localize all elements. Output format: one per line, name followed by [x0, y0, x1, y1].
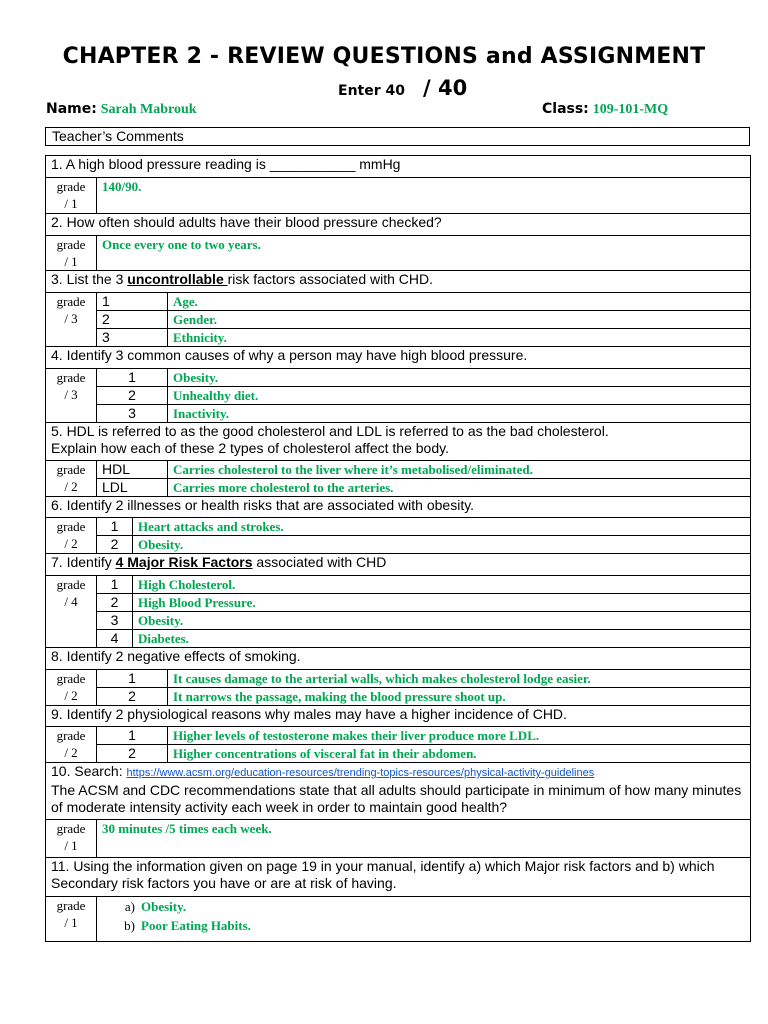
item-number: 3	[97, 405, 168, 423]
acsm-guidelines-link[interactable]: https://www.acsm.org/education-resources/trending-topics-resources/physical-activity-guidelines	[126, 767, 595, 779]
question-5	[46, 423, 751, 461]
answer-7-3[interactable]	[133, 612, 751, 630]
question-5-line-1: 5. HDL is referred to as the good cholesterol and LDL is referred to as the bad cholesterol.	[51, 423, 609, 439]
answer-text: High Blood Pressure.	[138, 595, 256, 610]
class-label: Class:	[542, 101, 589, 117]
item-number: 2	[97, 387, 168, 405]
name-line	[46, 100, 197, 118]
answer-text: Obesity.	[138, 537, 184, 552]
teachers-comments-box[interactable]: Teacher’s Comments	[45, 127, 750, 146]
answer-text: Higher levels of testosterone makes their liver produce more LDL.	[173, 728, 540, 743]
grade-cell[interactable]	[46, 820, 97, 858]
item-number: 1	[97, 293, 168, 311]
grade-word: grade	[56, 179, 86, 194]
question-11: 11. Using the information given on page 19 in your manual, identify a) which Major risk factors and b) which Secondary risk factors you have or are at risk of having.	[46, 858, 751, 897]
grade-cell[interactable]	[46, 178, 97, 214]
question-7	[46, 554, 751, 576]
answer-9-2[interactable]	[168, 745, 751, 763]
item-number: 2	[97, 311, 168, 329]
item-number: 1	[97, 369, 168, 387]
grade-word: grade	[56, 370, 86, 385]
item-number: 1	[97, 670, 168, 688]
item-label: b)	[124, 918, 135, 933]
answer-text: Obesity.	[141, 899, 187, 914]
question-10	[46, 763, 751, 820]
answer-3-3[interactable]	[168, 329, 751, 347]
grade-max: / 2	[64, 745, 78, 760]
search-label: 10. Search:	[51, 763, 127, 779]
answer-text: Obesity.	[138, 613, 184, 628]
answer-6-2[interactable]	[133, 536, 751, 554]
grade-max: / 2	[64, 536, 78, 551]
question-7-end: associated with CHD	[252, 554, 387, 570]
grade-max: / 1	[64, 915, 78, 930]
grade-word: grade	[56, 671, 86, 686]
grade-max: / 3	[64, 311, 78, 326]
answer-text: Higher concentrations of visceral fat in their abdomen.	[173, 746, 477, 761]
question-3	[46, 271, 751, 293]
item-number: 3	[97, 612, 133, 630]
item-number: 2	[97, 745, 168, 763]
grade-word: grade	[56, 728, 86, 743]
question-3-end: risk factors associated with CHD.	[227, 271, 434, 287]
grade-cell[interactable]	[46, 236, 97, 271]
grade-word: grade	[56, 237, 86, 252]
grade-word: grade	[56, 821, 86, 836]
answer-10[interactable]	[97, 820, 751, 858]
grade-cell[interactable]	[46, 518, 97, 554]
grade-max: / 1	[64, 196, 78, 211]
item-label: LDL	[97, 479, 168, 497]
answer-text: Age.	[173, 294, 198, 309]
grade-max: / 2	[64, 688, 78, 703]
answer-6-1[interactable]	[133, 518, 751, 536]
grade-cell[interactable]	[46, 897, 97, 942]
item-number: 1	[97, 576, 133, 594]
answer-text: It causes damage to the arterial walls, which makes cholesterol lodge easier.	[173, 671, 591, 686]
answer-text: Once every one to two years.	[102, 237, 261, 252]
answer-text: It narrows the passage, making the blood pressure shoot up.	[173, 689, 506, 704]
answer-text: Ethnicity.	[173, 330, 227, 345]
grade-cell[interactable]	[46, 369, 97, 423]
page-title: CHAPTER 2 - REVIEW QUESTIONS and ASSIGNMENT	[62, 44, 706, 69]
grade-word: grade	[56, 577, 86, 592]
item-number: 2	[97, 536, 133, 554]
answer-2[interactable]	[97, 236, 751, 271]
answer-text: Carries more cholesterol to the arteries.	[173, 480, 394, 495]
class-value[interactable]: 109-101-MQ	[592, 102, 669, 117]
name-value[interactable]: Sarah Mabrouk	[100, 102, 197, 117]
question-2: 2. How often should adults have their blood pressure checked?	[46, 214, 751, 236]
grade-max: / 3	[64, 387, 78, 402]
item-number: 2	[97, 688, 168, 706]
answer-text: Gender.	[173, 312, 217, 327]
item-number: 1	[97, 727, 168, 745]
question-1: 1. A high blood pressure reading is ___________ mmHg	[46, 156, 751, 178]
class-line	[542, 100, 668, 118]
item-label: a)	[124, 899, 135, 914]
answer-3-1[interactable]	[168, 293, 751, 311]
answer-1[interactable]	[97, 178, 751, 214]
answer-text: Heart attacks and strokes.	[138, 519, 284, 534]
grade-cell[interactable]	[46, 727, 97, 763]
grade-word: grade	[56, 294, 86, 309]
answer-8-2[interactable]	[168, 688, 751, 706]
grade-cell[interactable]	[46, 293, 97, 347]
question-9: 9. Identify 2 physiological reasons why males may have a higher incidence of CHD.	[46, 706, 751, 727]
answer-7-2[interactable]	[133, 594, 751, 612]
question-3-emphasis: uncontrollable	[127, 271, 228, 287]
answer-11-a	[115, 897, 745, 916]
answer-text: 140/90.	[102, 179, 142, 194]
item-number: 1	[97, 518, 133, 536]
question-6: 6. Identify 2 illnesses or health risks that are associated with obesity.	[46, 497, 751, 518]
score-line	[338, 76, 467, 100]
grade-cell[interactable]	[46, 461, 97, 497]
score-total: / 40	[422, 76, 468, 100]
question-7-start: 7. Identify	[51, 554, 116, 570]
grade-max: / 4	[64, 594, 78, 609]
answer-11-b	[115, 916, 745, 935]
answer-text: Inactivity.	[173, 406, 229, 421]
answer-8-1[interactable]	[168, 670, 751, 688]
answer-7-1[interactable]	[133, 576, 751, 594]
answer-text: Carries cholesterol to the liver where it’s metabolised/eliminated.	[173, 462, 533, 477]
answer-5-ldl[interactable]	[168, 479, 751, 497]
grade-max: / 1	[64, 838, 78, 853]
answer-4-2[interactable]	[168, 387, 751, 405]
grade-cell[interactable]	[46, 670, 97, 706]
answer-text: Obesity.	[173, 370, 219, 385]
answer-9-1[interactable]	[168, 727, 751, 745]
item-number: 4	[97, 630, 133, 648]
question-4: 4. Identify 3 common causes of why a person may have high blood pressure.	[46, 347, 751, 369]
grade-max: / 2	[64, 479, 78, 494]
question-3-start: 3. List the 3	[51, 271, 128, 287]
answer-text: Diabetes.	[138, 631, 189, 646]
answer-text: Poor Eating Habits.	[141, 918, 251, 933]
item-label: HDL	[97, 461, 168, 479]
question-5-line-2: Explain how each of these 2 types of cholesterol affect the body.	[51, 440, 449, 456]
answer-3-2[interactable]	[168, 311, 751, 329]
grade-cell[interactable]	[46, 576, 97, 648]
grade-word: grade	[56, 898, 86, 913]
answer-11[interactable]	[97, 897, 751, 942]
question-7-emphasis: 4 Major Risk Factors	[115, 554, 253, 570]
grade-word: grade	[56, 519, 86, 534]
name-label: Name:	[46, 101, 97, 117]
answer-4-1[interactable]	[168, 369, 751, 387]
questions-table	[45, 155, 751, 942]
answer-5-hdl[interactable]	[168, 461, 751, 479]
grade-max: / 1	[64, 254, 78, 269]
answer-7-4[interactable]	[133, 630, 751, 648]
item-number: 3	[97, 329, 168, 347]
answer-4-3[interactable]	[168, 405, 751, 423]
enter-score-label: Enter 40	[338, 83, 405, 99]
question-8: 8. Identify 2 negative effects of smoking.	[46, 648, 751, 670]
answer-text: Unhealthy diet.	[173, 388, 259, 403]
question-10-text: The ACSM and CDC recommendations state that all adults should participate in minimum of how many minutes of moderate intensity activity each week in order to maintain good health?	[51, 782, 742, 815]
item-number: 2	[97, 594, 133, 612]
grade-word: grade	[56, 462, 86, 477]
answer-text: High Cholesterol.	[138, 577, 236, 592]
answer-text: 30 minutes /5 times each week.	[102, 821, 272, 836]
